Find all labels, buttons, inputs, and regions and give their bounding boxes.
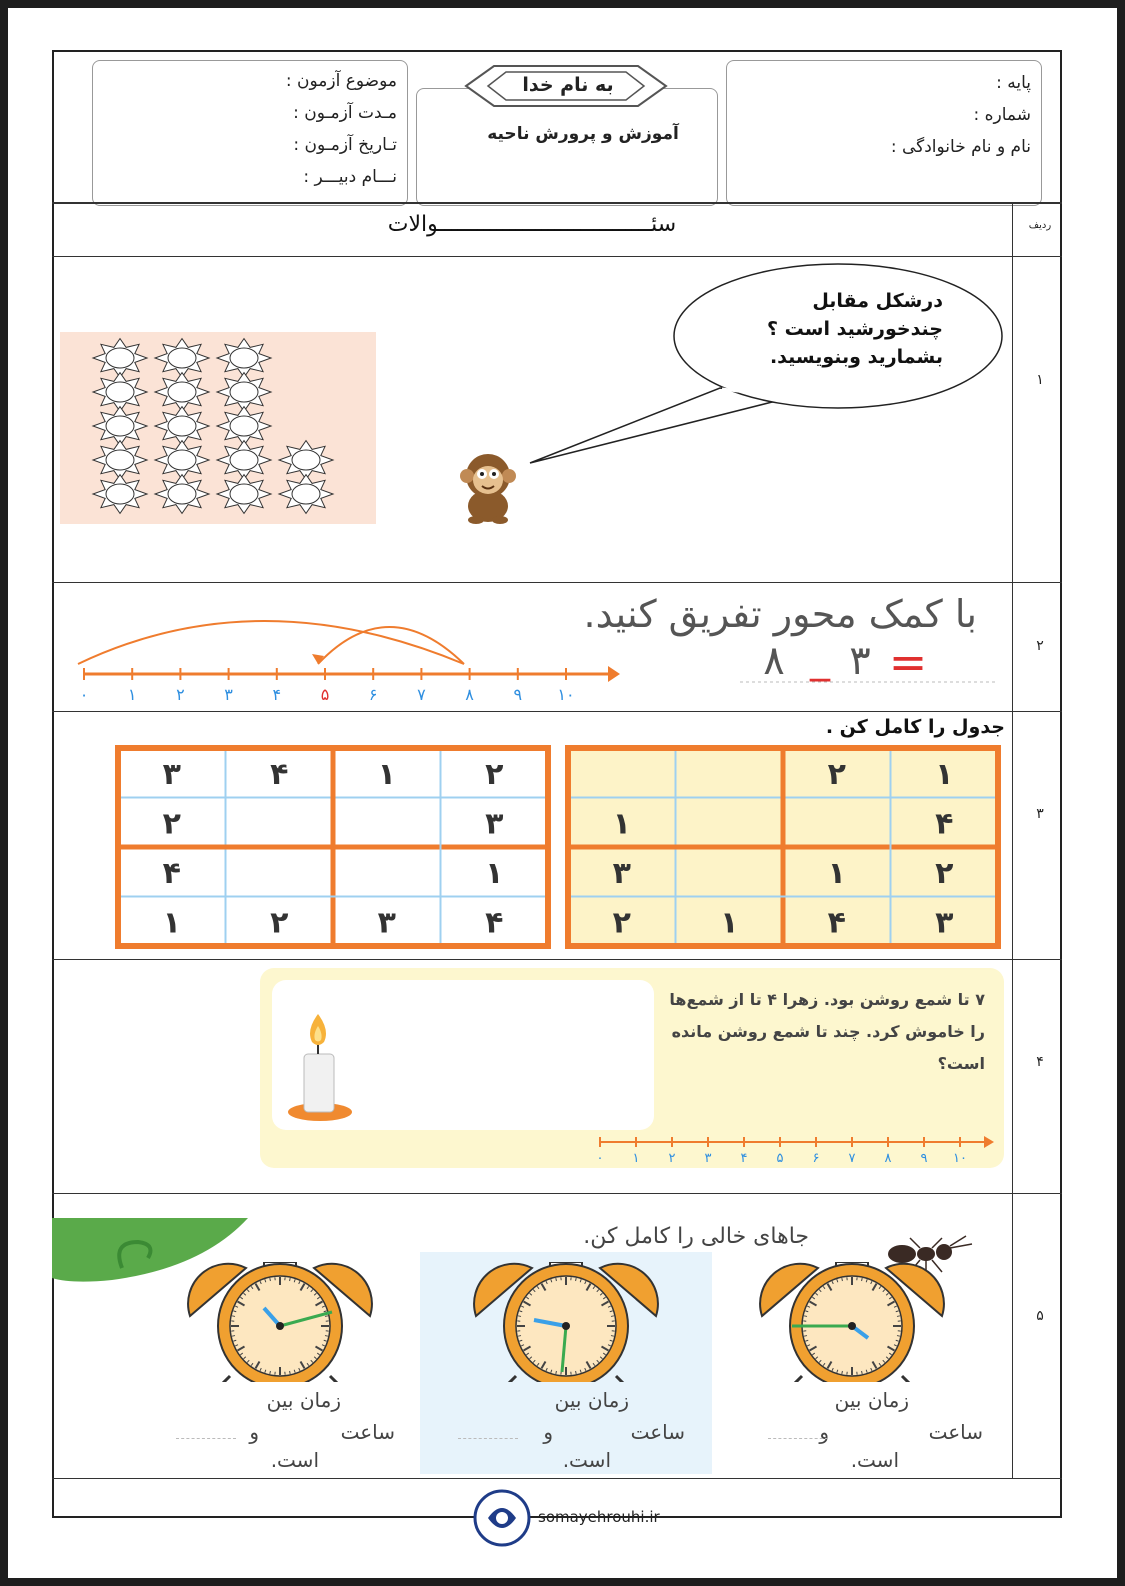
alarm-clock (188, 1262, 372, 1382)
grid-cell: ٣ (377, 905, 396, 941)
clock-caption-line2b: و (543, 1420, 553, 1444)
axis-label: ۴ (740, 1151, 748, 1166)
bubble-line-2: چندخورشید است ؟ (767, 318, 943, 340)
axis-label: ٠ (596, 1151, 604, 1166)
q4-number-line (586, 1128, 996, 1168)
axis-label: ۵ (776, 1151, 784, 1166)
sun (279, 475, 333, 514)
sun (155, 475, 209, 514)
grid-cell: ۴ (270, 756, 289, 792)
sun (217, 441, 271, 480)
clock-caption-line3: است. (270, 1448, 319, 1472)
sun (93, 339, 147, 378)
grid-cell: ٣ (612, 855, 631, 891)
sun (217, 475, 271, 514)
clock-caption-line2a: ساعت (928, 1420, 983, 1444)
grid-cell: ٣ (935, 905, 954, 941)
title-text: به نام خدا (522, 74, 614, 96)
clock-caption-line3: است. (850, 1448, 899, 1472)
axis-label: ٢ (176, 685, 185, 704)
grid-cell: ٢ (485, 756, 504, 792)
blank-line (768, 1438, 828, 1439)
grid-cell: ١ (162, 905, 181, 941)
date-field: تـاریخ آزمـون : (293, 135, 397, 155)
grid-cell: ١ (720, 905, 739, 941)
question-number: ۵ (1036, 1308, 1044, 1324)
sun (217, 339, 271, 378)
sun (155, 441, 209, 480)
axis-label: ١٠ (953, 1151, 967, 1166)
axis-label: ١ (127, 685, 137, 704)
left-grid (114, 744, 554, 950)
axis-label: ۶ (368, 685, 378, 704)
axis-label: ٣ (704, 1151, 712, 1166)
q2-equation (736, 632, 1006, 692)
blank-line (176, 1438, 236, 1439)
row-divider (52, 959, 1062, 960)
name-field: نام و نام خانوادگی : (890, 137, 1031, 157)
grid-cell: ٢ (612, 905, 631, 941)
question-number: ٣ (1036, 806, 1044, 822)
axis-label: ٨ (884, 1151, 892, 1166)
teacher-field: نـــام دبیـــر : (303, 167, 397, 187)
axis-label: ١ (632, 1151, 640, 1166)
q5-instruction: جاهای خالی را کامل کن. (583, 1224, 809, 1249)
sun (155, 407, 209, 446)
row-divider (52, 711, 1062, 712)
grid-cell: ١ (935, 756, 954, 792)
sun (155, 339, 209, 378)
grid-cell: ٢ (935, 855, 954, 891)
question-number: ٢ (1036, 638, 1044, 654)
axis-label: ۶ (812, 1151, 820, 1166)
grid-cell: ۴ (827, 905, 846, 941)
sun (93, 475, 147, 514)
sun (279, 441, 333, 480)
q2-axis (80, 666, 620, 704)
grid-cell: ٣ (485, 806, 504, 842)
subject-field: موضوع آزمون : (285, 71, 397, 91)
clock-caption-line1: زمان بین (554, 1388, 629, 1412)
axis-label: ٩ (513, 685, 523, 704)
question-number: ۴ (1036, 1054, 1044, 1070)
grade-field: پایه : (996, 73, 1031, 93)
row-divider (52, 256, 1062, 257)
q4-axis (597, 1136, 994, 1166)
q4-line-3: است؟ (937, 1054, 985, 1073)
sun (93, 441, 147, 480)
axis-label: ۵ (320, 685, 330, 704)
worksheet-page (8, 8, 1117, 1578)
grid-cell: ٣ (162, 756, 181, 792)
sun (155, 373, 209, 412)
q3-instruction: جدول را کامل کن . (825, 716, 1005, 738)
bubble-line-3: بشمارید وبنویسید. (769, 346, 943, 368)
monkey-picture (448, 448, 528, 524)
sun (217, 407, 271, 446)
axis-label: ١٠ (557, 685, 575, 704)
q4-line-1: ٧ تا شمع روشن بود. زهرا ۴ تا از شمع‌ها (669, 990, 985, 1009)
sun (93, 407, 147, 446)
grid-cell: ۴ (162, 855, 181, 891)
site-url[interactable]: somayehrouhi.ir (538, 1508, 660, 1526)
axis-label: ٣ (224, 685, 233, 704)
grid-cell: ١ (377, 756, 396, 792)
clock-caption-line1: زمان بین (266, 1388, 341, 1412)
clock-caption-line3: است. (562, 1448, 611, 1472)
questions-heading: سئـــــــــــــــــــــــــــــــــوالات (387, 212, 677, 237)
axis-label: ٧ (417, 685, 426, 704)
grid-cell: ۴ (935, 806, 954, 842)
clock-caption-line2b: و (819, 1420, 829, 1444)
axis-label: ۴ (272, 685, 282, 704)
suns-picture (60, 332, 376, 524)
clock-caption-line2a: ساعت (630, 1420, 685, 1444)
eq-equals: = (888, 635, 928, 689)
grid-cell: ١ (485, 855, 504, 891)
q4-line-2: را خاموش کرد. چند تا شمع روشن مانده (671, 1022, 985, 1041)
table-top (52, 202, 1062, 204)
eq-b: ٣ (849, 638, 871, 684)
grid-cell: ١ (827, 855, 846, 891)
q2-number-line (68, 588, 628, 704)
clock-caption-line1: زمان بین (834, 1388, 909, 1412)
row-divider (52, 1193, 1062, 1194)
row-label: ردیف (1028, 220, 1052, 231)
alarm-clock (760, 1262, 944, 1382)
grid-cell: ١ (612, 806, 631, 842)
number-field: شماره : (973, 105, 1031, 125)
clock-caption-line2b: و (249, 1420, 259, 1444)
clocks (188, 1262, 944, 1382)
grid-cell: ٢ (270, 905, 289, 941)
question-number: ١ (1036, 372, 1044, 388)
axis-label: ٧ (848, 1151, 856, 1166)
candle-picture (280, 1008, 360, 1126)
right-grid (564, 744, 1004, 950)
right-grid-cells (568, 748, 998, 946)
sun (217, 373, 271, 412)
grid-cell: ۴ (485, 905, 504, 941)
axis-label: ٨ (465, 685, 474, 704)
alarm-clock (474, 1262, 658, 1382)
axis-label: ٩ (920, 1151, 928, 1166)
eq-minus: _ (810, 636, 830, 682)
bubble-line-1: درشکل مقابل (812, 290, 943, 312)
blank-line (458, 1438, 518, 1439)
office-field: آموزش و پرورش ناحیه (487, 124, 679, 144)
axis-label: ٢ (668, 1151, 676, 1166)
grid-cell: ٢ (827, 756, 846, 792)
row-divider (52, 582, 1062, 583)
clocks-row (168, 1262, 988, 1382)
left-grid-cells (118, 748, 548, 946)
clock-caption-line2a: ساعت (340, 1420, 395, 1444)
site-logo (472, 1488, 532, 1548)
sun (93, 373, 147, 412)
duration-field: مـدت آزمـون : (293, 103, 397, 123)
eq-a: ٨ (763, 638, 785, 684)
grid-cell: ٢ (162, 806, 181, 842)
q2-instruction: با کمک محور تفریق کنید. (583, 592, 977, 636)
axis-label: ٠ (79, 685, 89, 704)
row-divider (52, 1478, 1062, 1479)
